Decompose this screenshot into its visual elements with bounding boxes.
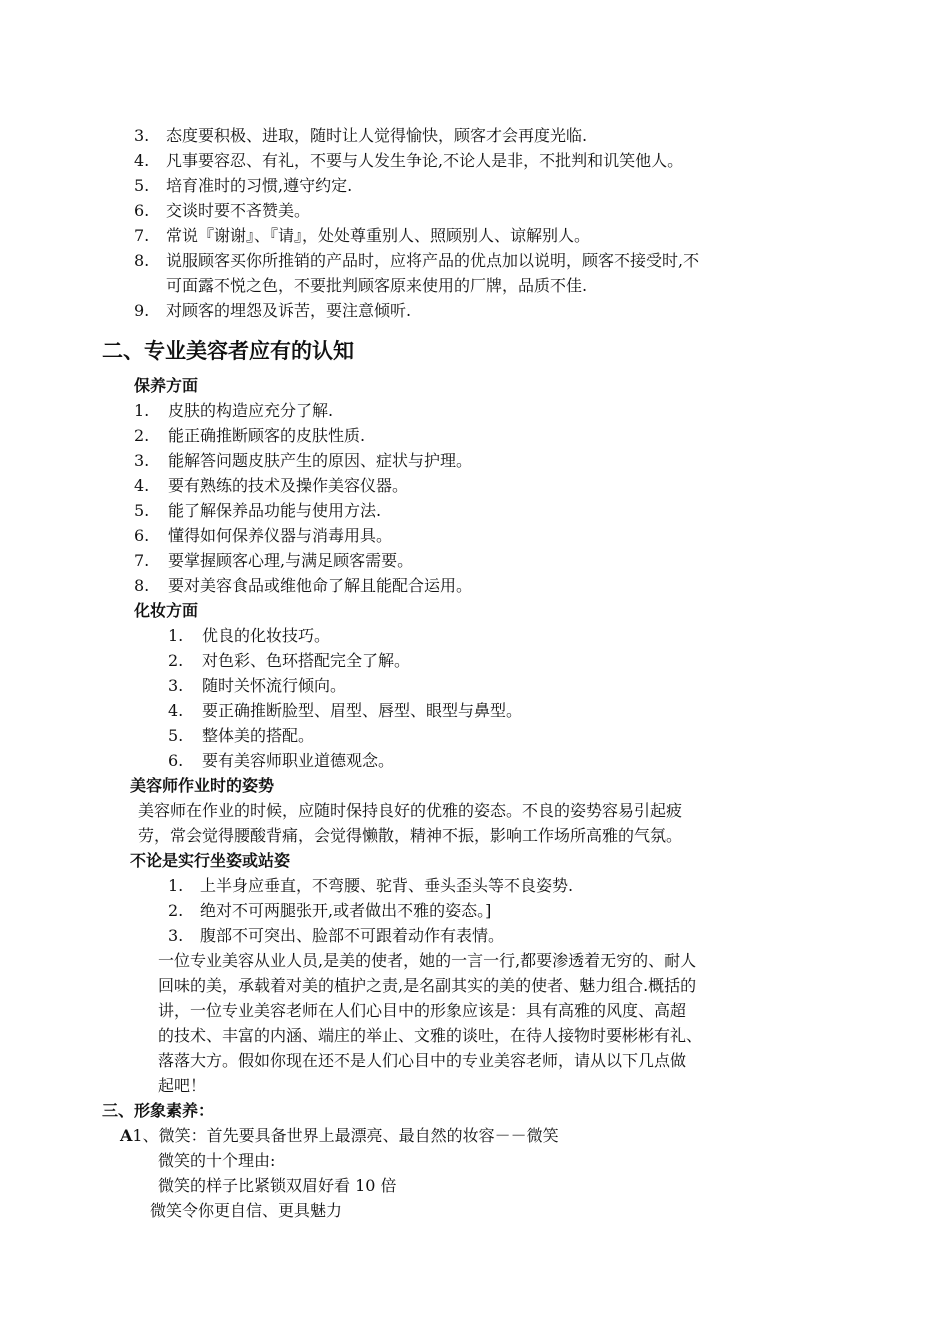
list-item: [134, 173, 353, 198]
list-item: [134, 548, 414, 573]
paragraph-line: 微笑令你更自信、更具魅力: [150, 1201, 343, 1220]
list-item: [168, 748, 395, 773]
list-text: 腹部不可突出、脸部不可跟着动作有表情。: [200, 926, 505, 945]
list-item: [168, 723, 315, 748]
list-text: 要有美容师职业道德观念。: [202, 751, 395, 770]
paragraph-line: 劳，常会觉得腰酸背痛，会觉得懒散，精神不振，影响工作场所高雅的气氛。: [138, 826, 683, 845]
list-text: 皮肤的构造应充分了解.: [168, 401, 334, 420]
list-number: 8.: [134, 251, 150, 270]
smile-item: [120, 1123, 559, 1148]
list-text: 对色彩、色环搭配完全了解。: [202, 651, 411, 670]
subsection-heading: 不论是实行坐姿或站姿: [130, 851, 291, 870]
list-item: [168, 698, 523, 723]
section-heading: 三、形象素养：: [102, 1101, 215, 1120]
list-text: 随时关怀流行倾向。: [202, 676, 347, 695]
paragraph-line: 一位专业美容从业人员,是美的使者，她的一言一行,都要渗透着无穷的、耐人: [158, 951, 697, 970]
list-number: 6.: [168, 751, 184, 770]
list-text: 要对美容食品或维他命了解且能配合运用。: [168, 576, 473, 595]
list-item: [134, 498, 382, 523]
list-text-continued: 可面露不悦之色，不要批判顾客原来使用的厂牌，品质不佳.: [166, 276, 588, 295]
list-text: 说服顾客买你所推销的产品时，应将产品的优点加以说明，顾客不接受时,不: [166, 251, 700, 270]
list-text: 优良的化妆技巧。: [202, 626, 331, 645]
list-text: 能解答问题皮肤产生的原因、症状与护理。: [168, 451, 473, 470]
list-text: 懂得如何保养仪器与消毒用具。: [168, 526, 393, 545]
list-text: 能正确推断顾客的皮肤性质.: [168, 426, 366, 445]
list-number: 3.: [134, 126, 150, 145]
list-item: [168, 648, 411, 673]
list-text: 要掌握顾客心理,与满足顾客需要。: [168, 551, 414, 570]
list-item: [168, 623, 331, 648]
list-item: [134, 223, 591, 248]
item-text: 1、微笑：首先要具备世界上最漂亮、最自然的妆容－－微笑: [132, 1126, 559, 1145]
list-number: 2.: [134, 426, 150, 445]
list-number: 8.: [134, 576, 150, 595]
list-item: [168, 923, 505, 948]
list-number: 6.: [134, 201, 150, 220]
list-number: 9.: [134, 301, 150, 320]
list-text: 上半身应垂直，不弯腰、驼背、垂头歪头等不良姿势.: [200, 876, 574, 895]
list-item: [168, 873, 574, 898]
list-item: [134, 298, 412, 323]
paragraph-line: 起吧！: [158, 1076, 207, 1095]
paragraph-line: 的技术、丰富的内涵、端庄的举止、文雅的谈吐，在待人接物时要彬彬有礼、: [158, 1026, 703, 1045]
list-item: [134, 448, 473, 473]
list-text: 整体美的搭配。: [202, 726, 315, 745]
list-item: [134, 123, 588, 148]
list-number: 1.: [134, 401, 150, 420]
paragraph-line: 落落大方。假如你现在还不是人们心目中的专业美容老师，请从以下几点做: [158, 1051, 687, 1070]
list-number: 3.: [134, 451, 150, 470]
paragraph-line: 美容师在作业的时候，应随时保持良好的优雅的姿态。不良的姿势容易引起疲: [138, 801, 683, 820]
paragraph-line: 回味的美，承载着对美的植护之责,是名副其实的美的使者、魅力组合.概括的: [158, 976, 697, 995]
list-text: 能了解保养品功能与使用方法.: [168, 501, 382, 520]
list-item: [134, 148, 684, 173]
list-number: 4.: [168, 701, 184, 720]
list-item: [134, 398, 334, 423]
list-number: 2.: [168, 901, 184, 920]
list-number: 2.: [168, 651, 184, 670]
list-number: 3.: [168, 926, 184, 945]
list-text: 要正确推断脸型、眉型、唇型、眼型与鼻型。: [202, 701, 523, 720]
subsection-heading: 化妆方面: [134, 601, 199, 620]
list-item: [168, 898, 492, 923]
list-number: 5.: [168, 726, 184, 745]
subsection-heading: 保养方面: [134, 376, 199, 395]
list-item: [134, 473, 409, 498]
list-item: [134, 198, 311, 223]
subsection-heading: 美容师作业时的姿势: [130, 776, 275, 795]
list-number: 7.: [134, 226, 150, 245]
list-number: 4.: [134, 151, 150, 170]
paragraph-line: 微笑的样子比紧锁双眉好看 10 倍: [158, 1176, 397, 1195]
list-text: 交谈时要不吝赞美。: [166, 201, 311, 220]
list-item: [168, 673, 347, 698]
list-number: 1.: [168, 876, 184, 895]
list-number: 5.: [134, 176, 150, 195]
list-item: [134, 523, 393, 548]
list-text: 要有熟练的技术及操作美容仪器。: [168, 476, 409, 495]
list-number: 6.: [134, 526, 150, 545]
list-number: 1.: [168, 626, 184, 645]
list-item: [134, 573, 473, 598]
list-number: 3.: [168, 676, 184, 695]
list-text: 绝对不可两腿张开,或者做出不雅的姿态。]: [200, 901, 492, 920]
list-text: 态度要积极、进取，随时让人觉得愉快，顾客才会再度光临.: [166, 126, 588, 145]
list-item: [134, 423, 366, 448]
section-heading: 二、专业美容者应有的认知: [102, 339, 354, 363]
list-number: 4.: [134, 476, 150, 495]
list-text: 凡事要容忍、有礼，不要与人发生争论,不论人是非，不批判和讥笑他人。: [166, 151, 684, 170]
list-text: 对顾客的埋怨及诉苦，要注意倾听.: [166, 301, 412, 320]
list-text: 常说『谢谢』、『请』，处处尊重别人、照顾别人、谅解别人。: [166, 226, 591, 245]
list-item: [134, 248, 700, 273]
list-number: 7.: [134, 551, 150, 570]
list-text: 培育准时的习惯,遵守约定.: [166, 176, 353, 195]
item-label: A: [120, 1126, 133, 1145]
paragraph-line: 讲，一位专业美容老师在人们心目中的形象应该是：具有高雅的风度、高超: [158, 1001, 687, 1020]
paragraph-line: 微笑的十个理由:: [158, 1151, 276, 1170]
list-number: 5.: [134, 501, 150, 520]
